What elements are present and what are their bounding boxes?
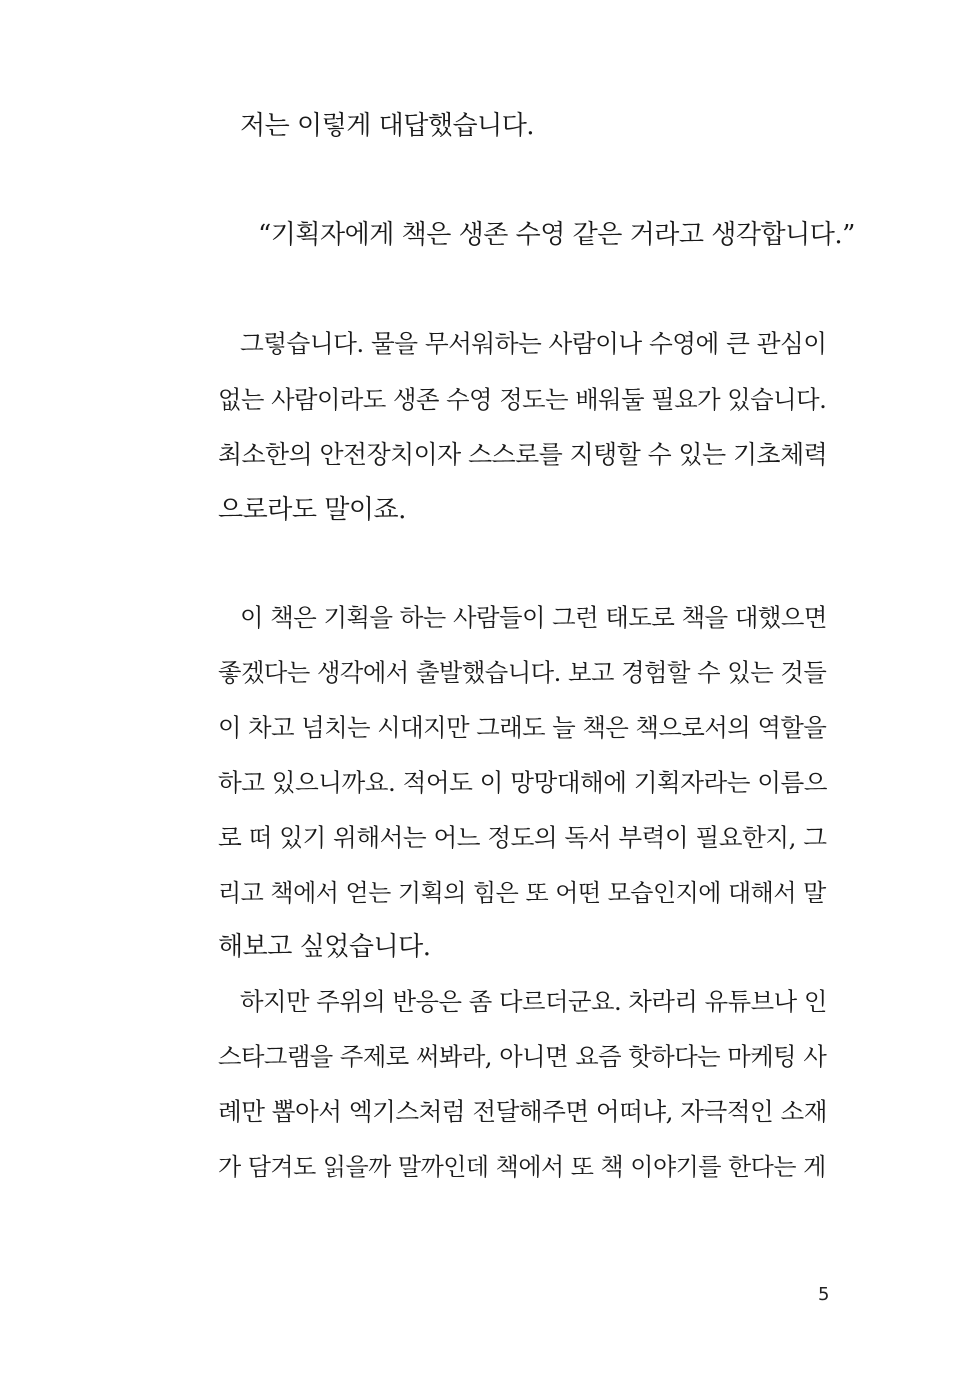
paragraph-5-line-2: 스타그램을 주제로 써봐라, 아니면 요즘 핫하다는 마케팅 사 (218, 1042, 827, 1071)
paragraph-5-line-1: 하지만 주위의 반응은 좀 다르더군요. 차라리 유튜브나 인 (240, 987, 827, 1016)
paragraph-4-line-3: 이 차고 넘치는 시대지만 그래도 늘 책은 책으로서의 역할을 (218, 713, 827, 742)
page-number: 5 (818, 1284, 830, 1305)
paragraph-4-line-4: 하고 있으니까요. 적어도 이 망망대해에 기획자라는 이름으 (218, 768, 828, 797)
paragraph-3-line-2: 없는 사람이라도 생존 수영 정도는 배워둘 필요가 있습니다. (218, 385, 827, 414)
paragraph-3-line-3: 최소한의 안전장치이자 스스로를 지탱할 수 있는 기초체력 (218, 440, 828, 469)
paragraph-5-line-3: 례만 뽑아서 엑기스처럼 전달해주면 어떠냐, 자극적인 소재 (218, 1097, 828, 1126)
paragraph-4-line-2: 좋겠다는 생각에서 출발했습니다. 보고 경험할 수 있는 것들 (218, 658, 827, 687)
paragraph-4-line-6: 리고 책에서 얻는 기획의 힘은 또 어떤 모습인지에 대해서 말 (218, 879, 826, 907)
paragraph-4-line-1: 이 책은 기획을 하는 사람들이 그런 태도로 책을 대했으면 (240, 603, 827, 632)
paragraph-3-line-1: 그렇습니다. 물을 무서워하는 사람이나 수영에 큰 관심이 (240, 329, 827, 358)
paragraph-5-line-4: 가 담겨도 읽을까 말까인데 책에서 또 책 이야기를 한다는 게 (218, 1153, 826, 1181)
paragraph-4-line-7: 해보고 싶었습니다. (218, 932, 431, 962)
paragraph-3-line-4: 으로라도 말이죠. (218, 495, 406, 525)
paragraph-4-line-5: 로 떠 있기 위해서는 어느 정도의 독서 부력이 필요한지, 그 (218, 823, 827, 852)
paragraph-1-line-1: 저는 이렇게 대답했습니다. (240, 111, 535, 141)
quote-line: “기획자에게 책은 생존 수영 같은 거라고 생각합니다.” (258, 220, 855, 250)
